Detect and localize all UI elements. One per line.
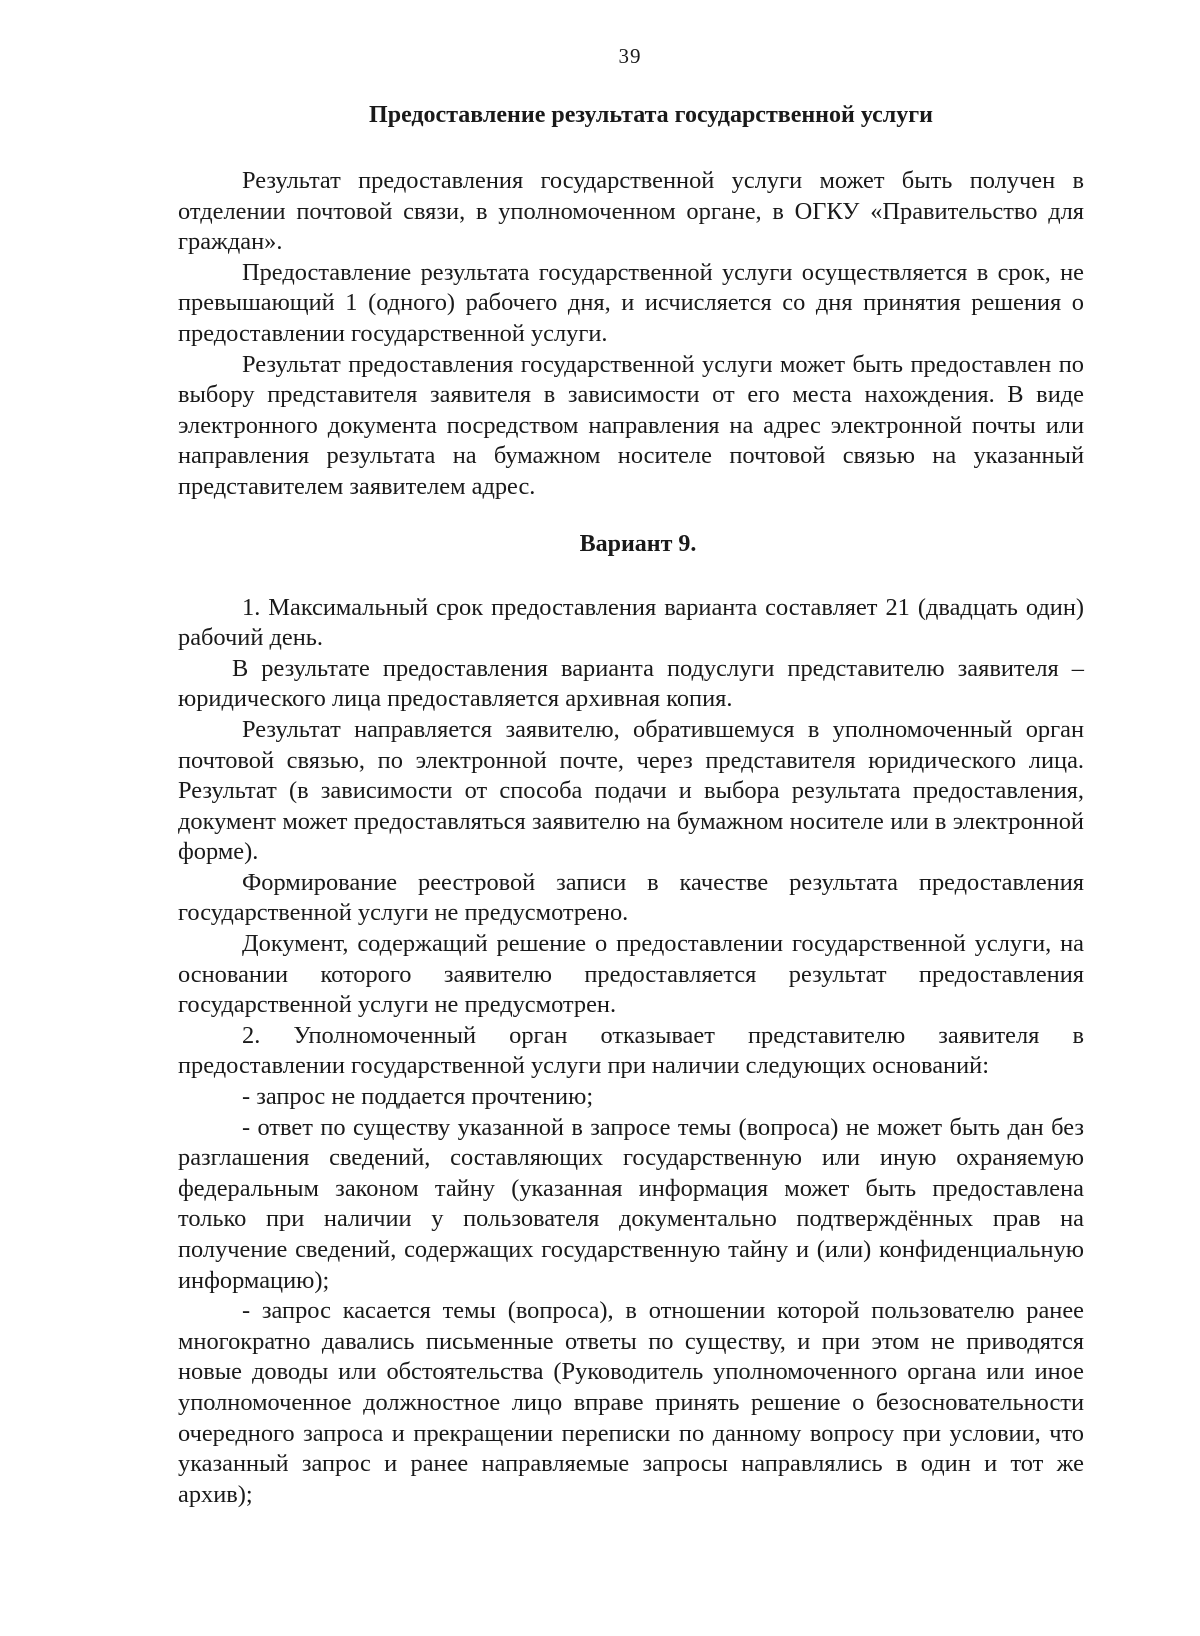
page-number: 39 xyxy=(618,44,642,68)
variant-title: Вариант 9. xyxy=(579,530,697,557)
list-item: - запрос касается темы (вопроса), в отношении которой пользователю ранее многократно давались письменные ответы по существу, и при этом не приводятся новые доводы или обстоятельства (Руководитель уполномоченного органа или иное уполномоченное должностное лицо вправе принять решение о безосновательности очередного запроса и прекращении переписки по данному вопросу при условии, что указанный запрос и ранее направляемые запросы направлялись в один и тот же архив); xyxy=(178,1297,1084,1508)
paragraph: Результат предоставления государственной услуги может быть получен в отделении почтовой связи, в уполномоченном органе, в ОГКУ «Правительство для граждан». xyxy=(178,167,1084,256)
paragraph: Результат направляется заявителю, обратившемуся в уполномоченный орган почтовой связью, по электронной почте, через представителя юридического лица. Результат (в зависимости от способа подачи и выбора результата предоставления, документ может предоставляться заявителю на бумажном носителе или в электронной форме). xyxy=(178,715,1084,866)
section-title: Предоставление результата государственной услуги xyxy=(369,102,933,128)
paragraph: В результате предоставления варианта подуслуги представителю заявителя – юридического лица предоставляется архивная копия. xyxy=(178,654,1084,713)
paragraph: Результат предоставления государственной услуги может быть предоставлен по выбору представителя заявителя в зависимости от его места нахождения. В виде электронного документа посредством направления на адрес электронной почты или направления результата на бумажном носителе почтовой связью на указанный представителем заявителем адрес. xyxy=(178,350,1084,500)
paragraph: Предоставление результата государственной услуги осуществляется в срок, не превышающий 1 (одного) рабочего дня, и исчисляется со дня принятия решения о предоставлении государственной услуги. xyxy=(178,258,1084,347)
paragraph: Формирование реестровой записи в качестве результата предоставления государственной услуги не предусмотрено. xyxy=(178,868,1084,927)
paragraph: Документ, содержащий решение о предоставлении государственной услуги, на основании которого заявителю предоставляется результат предоставления государственной услуги не предусмотрен. xyxy=(178,930,1084,1019)
paragraph: 2. Уполномоченный орган отказывает представителю заявителя в предоставлении государственной услуги при наличии следующих оснований: xyxy=(178,1021,1084,1080)
paragraph: 1. Максимальный срок предоставления варианта составляет 21 (двадцать один) рабочий день. xyxy=(178,593,1084,652)
list-item: - запрос не поддается прочтению; xyxy=(242,1083,594,1111)
page-content xyxy=(178,96,1084,1510)
list-item: - ответ по существу указанной в запросе темы (вопроса) не может быть дан без разглашения сведений, составляющих государственную или иную охраняемую федеральным законом тайну (указанная информация может быть предоставлена только при наличии у пользователя документально подтверждённых прав на получение сведений, содержащих государственную тайну и (или) конфиденциальную информацию); xyxy=(178,1113,1084,1294)
